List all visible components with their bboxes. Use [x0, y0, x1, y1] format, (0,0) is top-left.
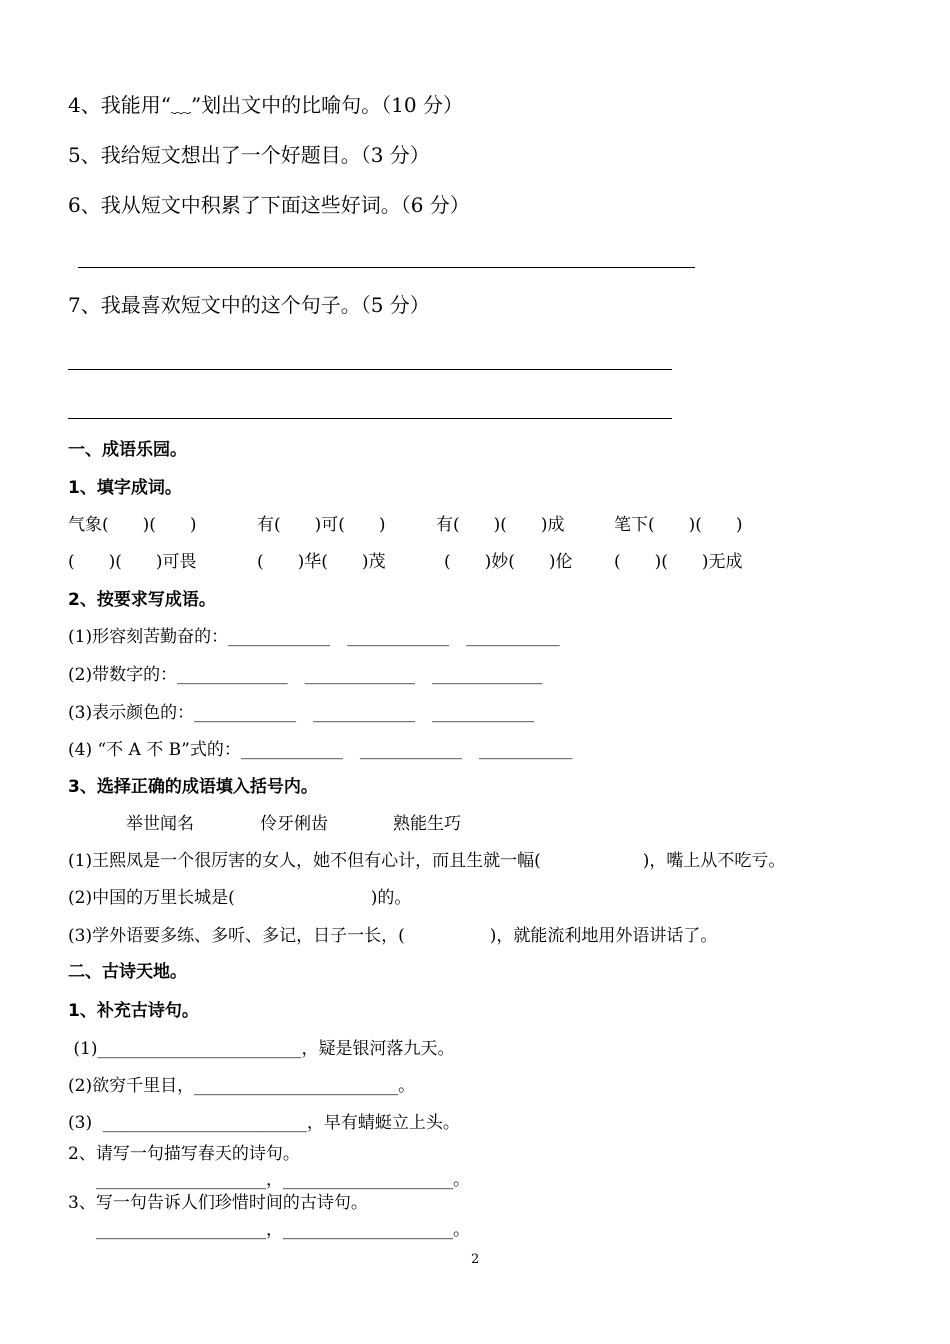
idiom-write-4[interactable]: (4) “不 A 不 B”式的：____________ ____________ ___________ [68, 740, 573, 760]
poem-line-3[interactable]: (3) ________________________，早有蜻蜓立上头。 [68, 1113, 460, 1133]
idiom-fill-2[interactable]: 有( )可( ) [257, 515, 386, 535]
idiom-choice-3[interactable]: (3)学外语要多练、多听、多记，日子一长，( )，就能流利地用外语讲话了。 [68, 926, 718, 946]
idiom-option-2: 伶牙俐齿 [260, 814, 328, 834]
idiom-write-1[interactable]: (1)形容刻苦勤奋的：____________ ____________ ___________ [68, 627, 560, 647]
section-1-sub2-title: 2、按要求写成语。 [68, 590, 216, 610]
poem-line-2[interactable]: (2)欲穷千里目，________________________。 [68, 1076, 416, 1096]
page-number: 2 [471, 1252, 480, 1267]
idiom-fill-4[interactable]: 笔下( )( ) [614, 515, 743, 535]
question-7: 7、我最喜欢短文中的这个句子。（5 分） [68, 293, 430, 317]
question-6: 6、我从短文中积累了下面这些好词。（6 分） [68, 193, 470, 217]
idiom-fill-5[interactable]: ( )( )可畏 [68, 552, 197, 572]
idiom-write-3[interactable]: (3)表示颜色的：____________ ____________ ____________ [68, 703, 535, 723]
idiom-fill-8[interactable]: ( )( )无成 [614, 552, 743, 572]
idiom-fill-1[interactable]: 气象( )( ) [68, 515, 197, 535]
poem-line-1[interactable]: (1)________________________，疑是银河落九天。 [68, 1039, 455, 1059]
answer-line-q6[interactable] [78, 267, 695, 268]
idiom-choice-2[interactable]: (2)中国的万里长城是( )的。 [68, 888, 412, 908]
idiom-write-2[interactable]: (2)带数字的：_____________ _____________ _____________ [68, 665, 543, 685]
question-4: 4、我能用“﹏”划出文中的比喻句。（10 分） [68, 93, 463, 117]
answer-line-q7-1[interactable] [68, 369, 672, 370]
section-1-sub1-title: 1、填字成词。 [68, 478, 182, 498]
question-5: 5、我给短文想出了一个好题目。（3 分） [68, 143, 430, 167]
idiom-fill-6[interactable]: ( )华( )茂 [257, 552, 386, 572]
idiom-fill-3[interactable]: 有( )( )成 [436, 515, 565, 535]
idiom-option-3: 熟能生巧 [393, 814, 461, 834]
section-2-title: 二、古诗天地。 [68, 962, 187, 982]
section-1-title: 一、成语乐园。 [68, 440, 187, 460]
section-2-sub2-title: 2、请写一句描写春天的诗句。 [68, 1144, 300, 1164]
idiom-fill-7[interactable]: ( )妙( )伦 [444, 552, 573, 572]
section-2-sub3-title: 3、写一句告诉人们珍惜时间的古诗句。 [68, 1193, 368, 1213]
time-poem-blank[interactable]: ____________________，____________________。 [96, 1220, 470, 1240]
section-2-sub1-title: 1、补充古诗句。 [68, 1001, 199, 1021]
spring-poem-blank[interactable]: ____________________，____________________。 [96, 1170, 470, 1190]
answer-line-q7-2[interactable] [68, 418, 672, 419]
idiom-option-1: 举世闻名 [126, 814, 194, 834]
idiom-choice-1[interactable]: (1)王熙凤是一个很厉害的女人，她不但有心计，而且生就一幅( )，嘴上从不吃亏。 [68, 851, 786, 871]
section-1-sub3-title: 3、选择正确的成语填入括号内。 [68, 777, 318, 797]
